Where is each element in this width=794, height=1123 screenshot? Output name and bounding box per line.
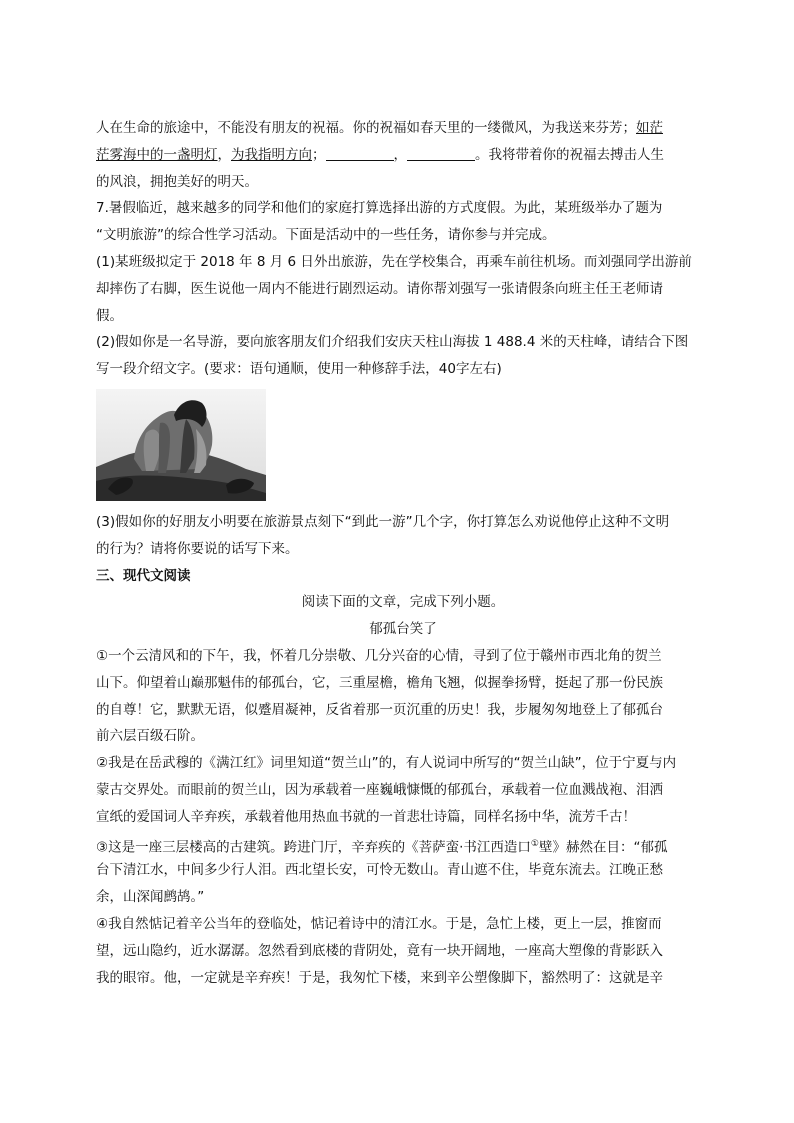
article-line: 的自尊！它，默默无语，似蹙眉凝神，反省着那一页沉重的历史！我，步履匆匆地登上了郁孤台 bbox=[96, 701, 663, 718]
article-line: 余，山深闻鹧鸪。” bbox=[96, 889, 205, 906]
subquestion-line: 的行为？请将你要说的话写下来。 bbox=[96, 540, 299, 557]
text-span: 人在生命的旅途中，不能没有朋友的祝福。你的祝福如春天里的一缕微风，为我送来芬芳； bbox=[96, 120, 636, 136]
text-span: ③这是一座三层楼高的古建筑。跨进门厅，辛弃疾的《菩萨蛮·书江西造口 bbox=[96, 839, 531, 856]
article-line: 我的眼帘。他，一定就是辛弃疾！于是，我匆忙下楼，来到辛公塑像脚下，豁然明了：这就是辛 bbox=[96, 969, 663, 986]
article-line: ④我自然惦记着辛公当年的登临处，惦记着诗中的清江水。于是，急忙上楼，更上一层，推窗而 bbox=[96, 915, 662, 932]
underlined-text: 为我指明方向 bbox=[231, 146, 312, 163]
subquestion-line: (2)假如你是一名导游，要向旅客朋友们介绍我们安庆天柱山海拔 1 488.4 米的天柱峰，请结合下图 bbox=[96, 334, 689, 351]
underlined-text: 茫雾海中的一盏明灯 bbox=[96, 146, 218, 163]
section-heading: 三、现代文阅读 bbox=[96, 567, 191, 584]
text-span: 壁》赫然在目：“郁孤 bbox=[538, 839, 668, 856]
article-line: 山下。仰望着山巅那魁伟的郁孤台，它，三重屋檐，檐角飞翘，似握拳扬臂，挺起了那一份民族 bbox=[96, 674, 663, 691]
underlined-text: 如茫 bbox=[636, 120, 663, 136]
subquestion-line: (3)假如你的好朋友小明要在旅游景点刻下“到此一游”几个字，你打算怎么劝说他停止这种不文明 bbox=[96, 513, 670, 530]
subquestion-line: 假。 bbox=[96, 307, 123, 324]
article-line: 蒙古交界处。而眼前的贺兰山，因为承载着一座巍峨慷慨的郁孤台，承载着一位血溅战袍、泪洒 bbox=[96, 781, 663, 798]
text-span: 。我将带着你的祝福去搏击人生 bbox=[475, 146, 664, 163]
article-line: ①一个云清风和的下午，我，怀着几分崇敬、几分兴奋的心情，寻到了位于赣州市西北角的贺兰 bbox=[96, 647, 662, 664]
paragraph-line bbox=[96, 115, 710, 142]
text-span: ， bbox=[217, 146, 231, 163]
answer-blank[interactable] bbox=[407, 146, 475, 161]
subquestion-line: 写一段介绍文字。(要求：语句通顺，使用一种修辞手法，40字左右) bbox=[96, 361, 502, 378]
paragraph-line bbox=[96, 142, 710, 169]
answer-blank[interactable] bbox=[326, 146, 394, 161]
article-title: 郁孤台笑了 bbox=[369, 621, 437, 638]
article-line: 台下清江水，中间多少行人泪。西北望长安，可怜无数山。青山遮不住，毕竟东流去。江晚正愁 bbox=[96, 862, 663, 879]
subquestion-line: (1)某班级拟定于 2018 年 8 月 6 日外出旅游，先在学校集合，再乘车前往机场。而刘强同学出游前 bbox=[96, 253, 692, 270]
footnote-marker: ① bbox=[530, 838, 539, 849]
question-line: “文明旅游”的综合性学习活动。下面是活动中的一些任务，请你参与并完成。 bbox=[96, 227, 556, 244]
tianzhu-peak-photo bbox=[96, 389, 266, 501]
article-line: ②我是在岳武穆的《满江红》词里知道“贺兰山”的，有人说词中所写的“贺兰山缺”，位于宁夏与内 bbox=[96, 755, 677, 772]
paragraph-line: 的风浪，拥抱美好的明天。 bbox=[96, 173, 258, 190]
article-line: 宣纸的爱国词人辛弃疾，承载着他用热血书就的一首悲壮诗篇，同样名扬中华，流芳千古！ bbox=[96, 808, 636, 825]
subquestion-line: 却摔伤了右脚，医生说他一周内不能进行剧烈运动。请你帮刘强写一张请假条向班主任王老师请 bbox=[96, 280, 663, 297]
article-line: 前六层百级石阶。 bbox=[96, 728, 204, 745]
reading-instruction: 阅读下面的文章，完成下列小题。 bbox=[301, 594, 505, 611]
article-line bbox=[96, 831, 710, 858]
text-span: ； bbox=[312, 146, 326, 163]
text-span: ， bbox=[393, 146, 407, 163]
question-line: 7.暑假临近，越来越多的同学和他们的家庭打算选择出游的方式度假。为此，某班级举办了题为 bbox=[96, 200, 663, 217]
document-page bbox=[96, 115, 710, 991]
article-line: 望，远山隐约，近水潺潺。忽然看到底楼的背阴处，竟有一块开阔地，一座高大塑像的背影跃入 bbox=[96, 942, 663, 959]
